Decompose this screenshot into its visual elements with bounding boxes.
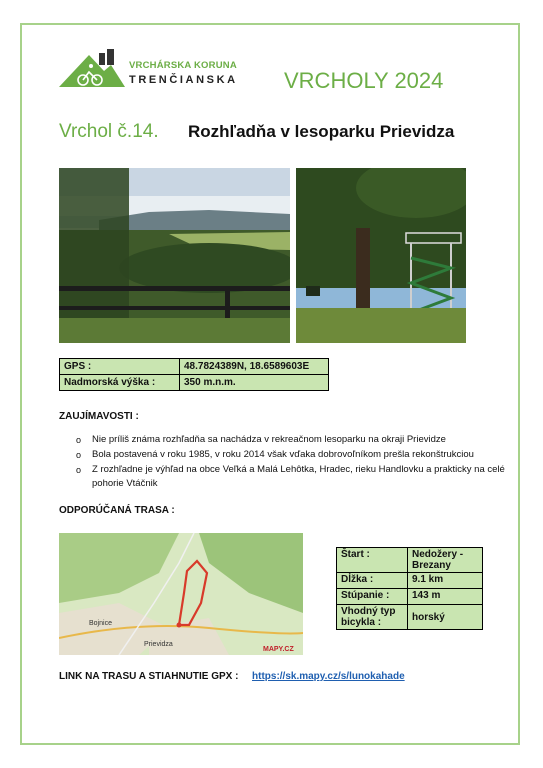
table-row [337,605,483,630]
link-label: LINK NA TRASU A STIAHNUTIE GPX : [59,671,239,682]
start-value: Nedožery - Brezany [408,548,483,573]
altitude-value: 350 m.n.m. [180,375,329,391]
table-row [337,573,483,589]
length-value: 9.1 km [408,573,483,589]
length-label: Dĺžka : [337,573,408,589]
gps-value: 48.7824389N, 18.6589603E [180,359,329,375]
route-link[interactable]: https://sk.mapy.cz/s/lunokahade [252,671,405,682]
page-title: VRCHOLY 2024 [284,68,444,93]
list-item: o Z rozhľadne je výhľad na obce Veľká a Malá Lehôtka, Hradec, rieku Handlovku a prakticky na celé pohorie Vtáčnik [76,463,506,491]
peak-number: Vrchol č.14. [59,121,159,142]
route-heading: ODPORÚČANÁ TRASA : [59,505,175,516]
list-item: o Nie príliš známa rozhľadňa sa nachádza v rekreačnom lesoparku na okraji Prievidze [76,433,506,447]
tower-photo [296,168,466,343]
table-row [337,548,483,573]
gps-table [59,358,329,391]
bike-type-value: horský [408,605,483,630]
landscape-photo [59,168,290,343]
table-row [60,359,329,375]
attractions-list [76,433,506,492]
climb-label: Stúpanie : [337,589,408,605]
bike-type-label: Vhodný typ bicykla : [337,605,408,630]
route-table [336,547,483,630]
map-brand-label: MAPY.CZ [263,646,294,653]
map-town-label: Bojnice [89,620,112,627]
route-map [59,533,303,655]
table-row [60,375,329,391]
start-label: Štart : [337,548,408,573]
logo-line1: VRCHÁRSKA KORUNA [129,60,237,71]
map-town-label: Prievidza [144,641,173,648]
altitude-label: Nadmorská výška : [60,375,180,391]
list-item: o Bola postavená v roku 1985, v roku 2014 však vďaka dobrovoľníkom prešla rekonštrukciou [76,448,506,462]
logo-line2: TRENČIANSKA [129,74,238,86]
climb-value: 143 m [408,589,483,605]
peak-name: Rozhľadňa v lesoparku Prievidza [188,122,455,141]
gps-label: GPS : [60,359,180,375]
table-row [337,589,483,605]
attractions-heading: ZAUJÍMAVOSTI : [59,411,139,422]
